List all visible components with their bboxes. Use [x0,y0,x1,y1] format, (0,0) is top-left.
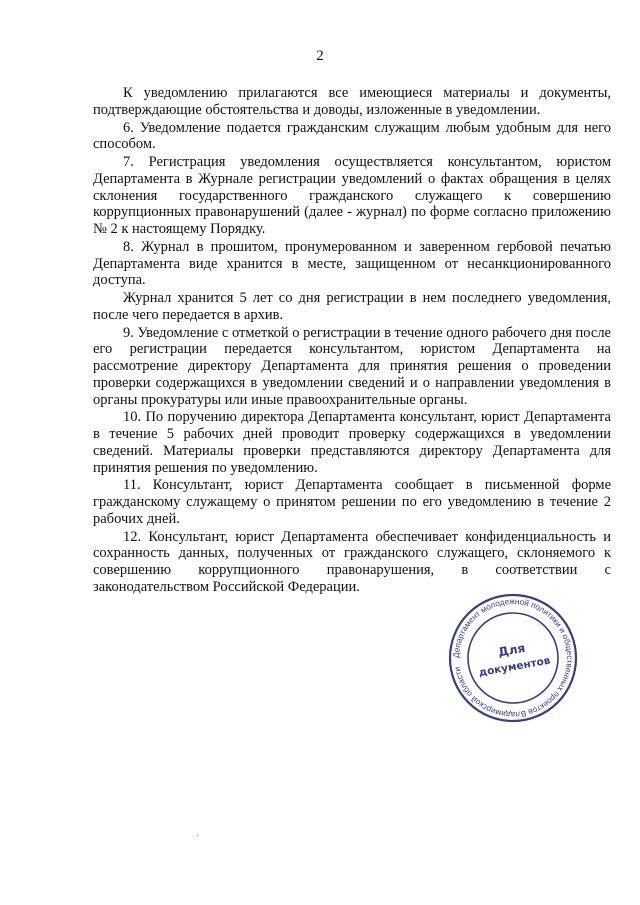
stamp-outer-ring [450,595,576,721]
paragraph-9: 9. Уведомление с отметкой о регистрации в течение одного рабочего дня после его регистрации передается консультантом, юристом Департамента на рассмотрение директору Департамента для принятия решения о проведении проверки содержащихся в уведомлении сведений и о направлении уведомления в органы прокуратуры или иные правоохранительные органы. [93,324,611,408]
stamp-text-line2: документов [477,654,552,680]
paragraph-11: 11. Консультант, юрист Департамента сообщает в письменной форме гражданскому служащему о принятом решении по его уведомлению в течение 2 рабочих дней. [93,477,611,527]
paragraph-8: 8. Журнал в прошитом, пронумерованном и заверенном гербовой печатью Департамента виде хранится в месте, защищенном от несанкционированного доступа. [93,238,611,289]
paragraph-7: 7. Регистрация уведомления осуществляется консультантом, юристом Департамента в Журнале регистрации уведомлений о фактах обращения в целях склонения государственного гражданского служащего к совершению коррупционных правонарушений (далее - журнал) по форме согласно приложению № 2 к настоящему Порядку. [93,154,611,237]
paragraph-10: 10. По поручению директора Департамента консультант, юрист Департамента в течение 5 рабочих дней проводит проверку содержащихся в уведомлении сведений. Материалы проверки представляются директору Департамента для принятия решения по уведомлению. [93,409,611,476]
scan-mark: · [196,831,200,842]
page-number: 2 [316,48,324,64]
paragraph-6: 6. Уведомление подается гражданским служащим любым удобным для него способом. [93,119,611,153]
stamp-text-line1: Для [497,640,527,660]
paragraph-12: 12. Консультант, юрист Департамента обеспечивает конфиденциальность и сохранность данных, полученных от гражданского служащего, склоняемого к совершению коррупционного правонарушения, в соответствии с законодательством Российской Федерации. [93,528,611,595]
official-stamp [447,592,579,724]
paragraph-attachments: К уведомлению прилагаются все имеющиеся материалы и документы, подтверждающие обстоятельства и доводы, изложенные в уведомлении. [93,85,611,118]
stamp-ring-text: Департамент молодежной политики и общественных проектов Владимирской области [451,596,575,720]
document-body [93,85,611,597]
paragraph-journal-storage: Журнал хранится 5 лет со дня регистрации в нем последнего уведомления, после чего передается в архив. [93,290,611,323]
